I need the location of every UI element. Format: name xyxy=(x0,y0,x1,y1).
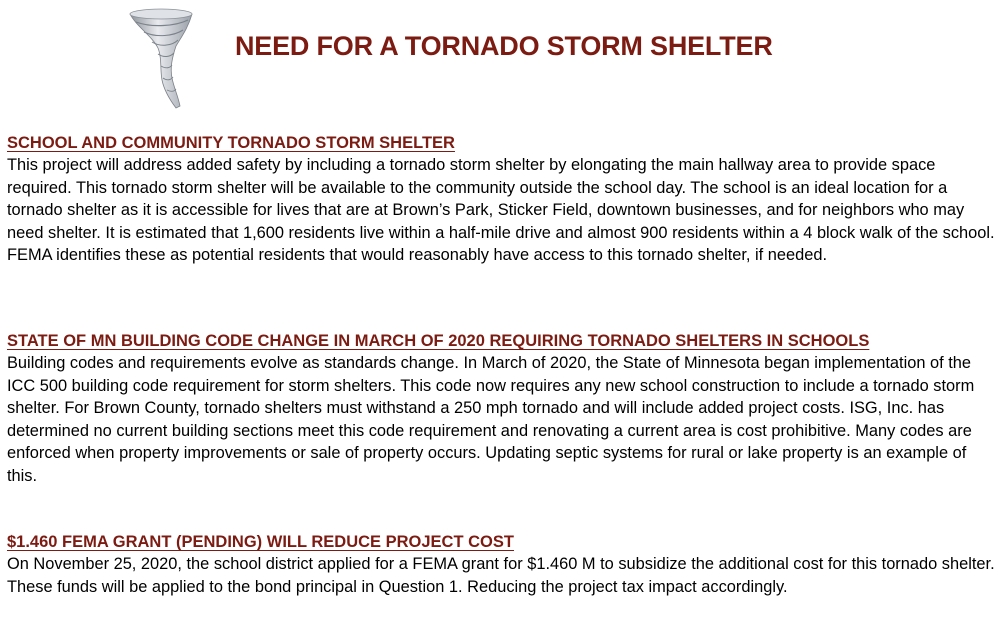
page-title: NEED FOR A TORNADO STORM SHELTER xyxy=(235,31,773,61)
section-body: On November 25, 2020, the school district applied for a FEMA grant for $1.460 M to subsidize the additional cost for this tornado shelter. These funds will be applied to the bond principal in Question 1. Reducing the project tax impact accordingly. xyxy=(7,555,995,596)
section-body: Building codes and requirements evolve as standards change. In March of 2020, the State of Minnesota began implementation of the ICC 500 building code requirement for storm shelters. This code now requires any new school construction to include a tornado storm shelter. For Brown County, tornado shelters must withstand a 250 mph tornado and will include added project costs. ISG, Inc. has determined no current building sections meet this code requirement and renovating a current area is cost prohibitive. Many codes are enforced when property improvements or sale of property occurs. Updating septic systems for rural or lake property is an example of this. xyxy=(7,354,975,485)
section-heading: STATE OF MN BUILDING CODE CHANGE IN MARCH OF 2020 REQUIRING TORNADO SHELTERS IN SCHOOLS xyxy=(7,332,870,350)
section-heading: $1.460 FEMA GRANT (PENDING) WILL REDUCE PROJECT COST xyxy=(7,533,514,551)
section-building-code xyxy=(7,330,997,488)
section-heading: SCHOOL AND COMMUNITY TORNADO STORM SHELTER xyxy=(7,134,455,152)
section-fema-grant xyxy=(7,531,997,598)
tornado-icon xyxy=(126,6,196,110)
section-community-shelter xyxy=(7,132,997,267)
section-body: This project will address added safety by including a tornado storm shelter by elongating the main hallway area to provide space required. This tornado storm shelter will be available to the community outside the school day. The school is an ideal location for a tornado shelter as it is accessible for lives that are at Brown’s Park, Sticker Field, downtown businesses, and for neighbors who may need shelter. It is estimated that 1,600 residents live within a half-mile drive and almost 900 residents within a 4 block walk of the school. FEMA identifies these as potential residents that would reasonably have access to this tornado shelter, if needed. xyxy=(7,156,995,265)
